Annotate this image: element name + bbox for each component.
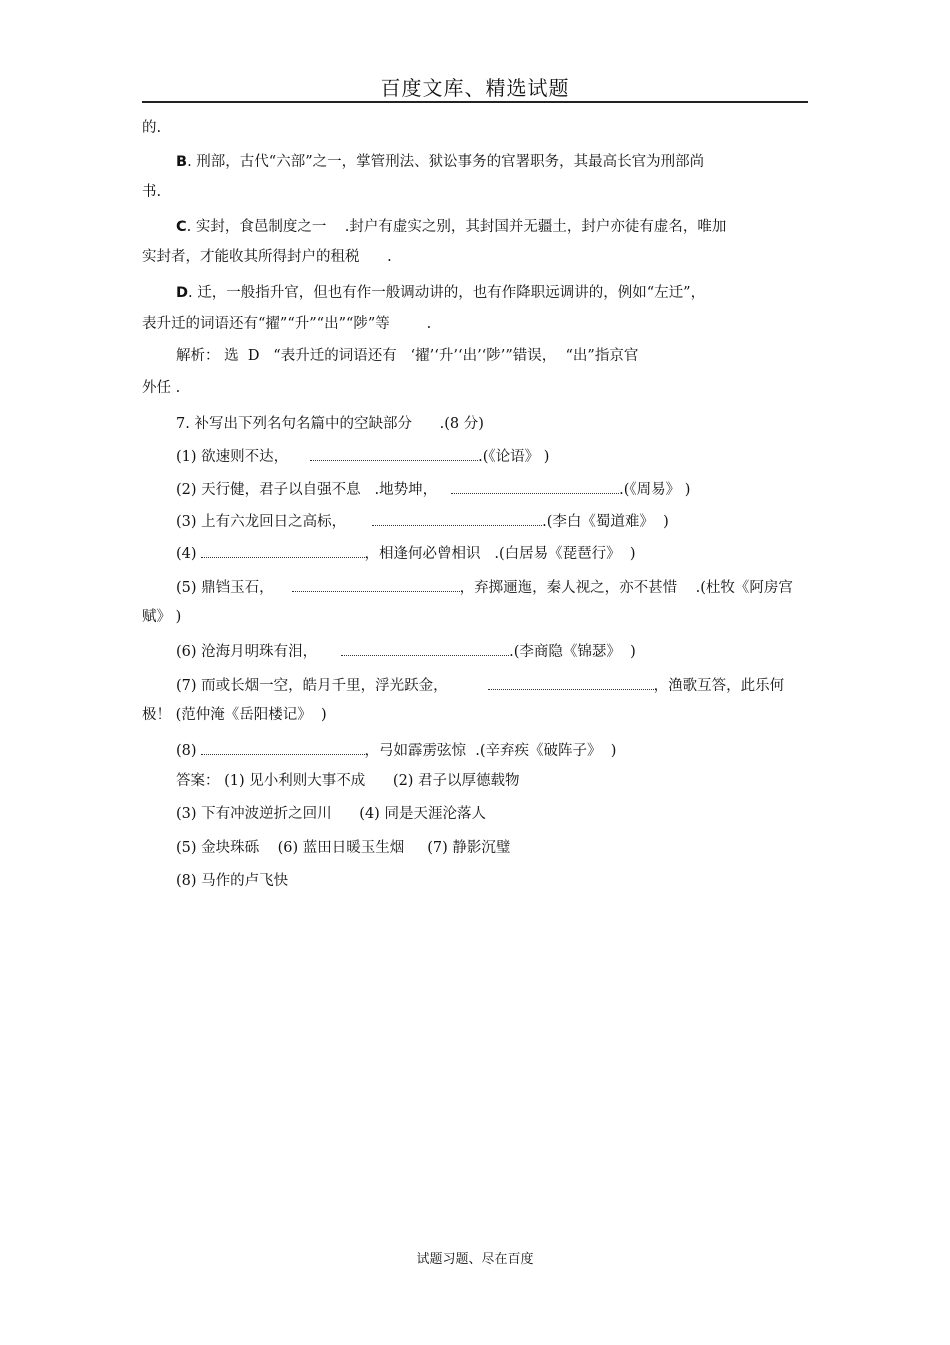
header-divider <box>142 101 808 103</box>
fill-item-6 <box>176 641 636 662</box>
page-header-title: 百度文库、精选试题 <box>380 76 570 100</box>
text-line: 极！ (范仲淹《岳阳楼记》 ) <box>142 707 327 723</box>
answer-line: (8) 马作的卢飞快 <box>176 873 289 889</box>
fill-item-8 <box>176 740 616 761</box>
question-7-heading: 7. 补写出下列名句名篇中的空缺部分 .(8 分) <box>176 416 484 432</box>
answer-blank <box>372 511 542 526</box>
option-text: . 实封，食邑制度之一 .封户有虚实之别，其封国并无疆土，封户亦徒有虚名，唯加 <box>186 219 727 235</box>
item-source: ，弓如霹雳弦惊 .(辛弃疾《破阵子》 ) <box>364 743 617 759</box>
answer-line: (3) 下有冲波逆折之回川 (4) 同是天涯沦落人 <box>176 806 486 822</box>
fill-item-7 <box>176 675 784 696</box>
text-line: 的. <box>142 120 162 136</box>
analysis-line: 解析： 选 D “表升迁的词语还有 ‘擢’‘升’‘出’‘陟’”错误， “出”指京官 <box>176 348 639 364</box>
option-text: . 迁，一般指升官，但也有作一般调动讲的，也有作降职远调讲的，例如“左迁”， <box>188 285 706 301</box>
text-line: 赋》 ) <box>142 609 182 625</box>
fill-item-2 <box>176 479 690 500</box>
answer-blank <box>310 446 478 461</box>
answer-blank <box>488 675 654 690</box>
answer-blank <box>451 479 619 494</box>
answer-line: 答案： (1) 见小利则大事不成 (2) 君子以厚德载物 <box>176 773 520 789</box>
fill-item-1 <box>176 446 549 467</box>
option-b-line <box>176 152 704 172</box>
option-label: B <box>176 154 188 170</box>
fill-item-4 <box>176 543 636 564</box>
answer-line: (5) 金块珠砾 (6) 蓝田日暖玉生烟 (7) 静影沉璧 <box>176 840 511 856</box>
item-source: ，弃掷逦迤，秦人视之，亦不甚惜 .(杜牧《阿房宫 <box>459 580 793 596</box>
item-source: .(《论语》 ) <box>478 449 550 465</box>
item-source: ，相逢何必曾相识 .(白居易《琵琶行》 ) <box>364 546 636 562</box>
item-text: (8) <box>176 743 197 759</box>
option-c-line <box>176 217 726 237</box>
text-line: 表升迁的词语还有“擢”“升”“出”“陟”等 . <box>142 316 432 332</box>
answer-blank <box>292 577 460 592</box>
text-line: 外任 . <box>142 380 181 396</box>
answer-blank <box>341 641 509 656</box>
item-text: (5) 鼎铛玉石， <box>176 580 274 596</box>
fill-item-5 <box>176 577 793 598</box>
item-text: (4) <box>176 546 197 562</box>
text-line: 书. <box>142 184 162 200</box>
option-text: . 刑部，古代“六部”之一，掌管刑法、狱讼事务的官署职务，其最高长官为刑部尚 <box>187 154 705 170</box>
text-line: 实封者，才能收其所得封户的租税 . <box>142 249 392 265</box>
option-label: C <box>176 219 187 235</box>
option-d-line <box>176 283 705 303</box>
answer-blank <box>201 740 365 755</box>
item-text: (7) 而或长烟一空，皓月千里，浮光跃金， <box>176 678 448 694</box>
option-label: D <box>176 285 189 301</box>
item-source: ，渔歌互答，此乐何 <box>653 678 785 694</box>
item-source: .(《周易》 ) <box>619 482 691 498</box>
fill-item-3 <box>176 511 669 532</box>
item-text: (1) 欲速则不达， <box>176 449 289 465</box>
answer-blank <box>201 543 365 558</box>
item-source: .(李白《蜀道难》 ) <box>542 514 669 530</box>
item-text: (3) 上有六龙回日之高标， <box>176 514 347 530</box>
item-source: .(李商隐《锦瑟》 ) <box>509 644 636 660</box>
item-text: (6) 沧海月明珠有泪， <box>176 644 318 660</box>
item-text: (2) 天行健，君子以自强不息 .地势坤， <box>176 482 438 498</box>
page-footer: 试题习题、尽在百度 <box>416 1252 534 1267</box>
